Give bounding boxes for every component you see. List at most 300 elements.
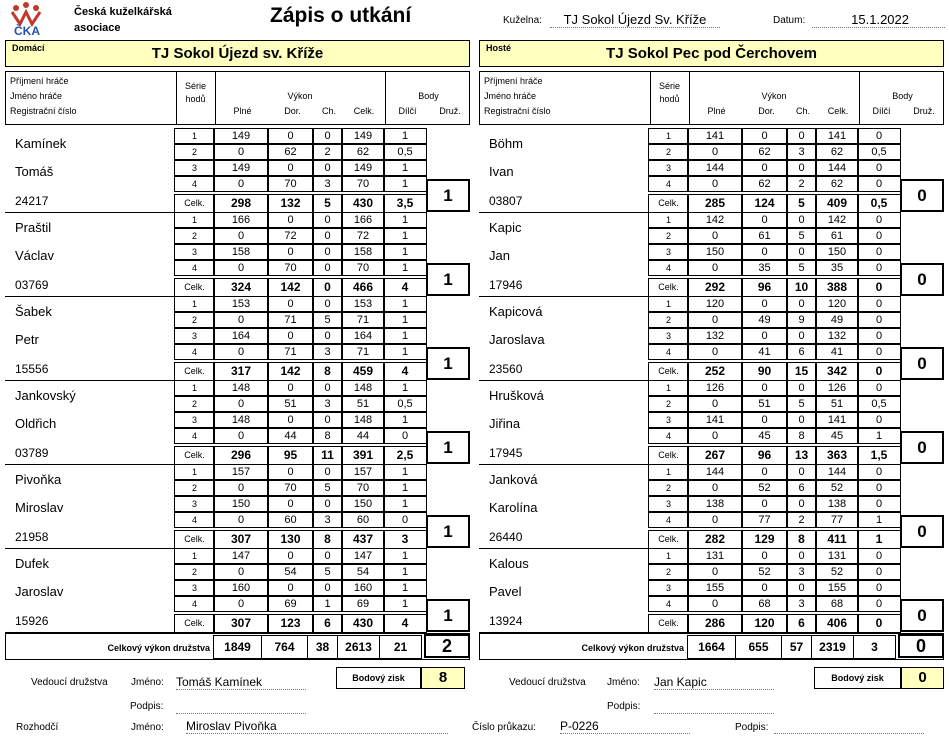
home-col-total: Celk.	[353, 106, 375, 116]
away-total-cell: Celk.	[648, 446, 689, 465]
away-team-section	[479, 40, 944, 670]
home-player-surname: Šabek	[15, 304, 52, 319]
home-col-points: Body	[418, 91, 439, 101]
away-series-cell: 144	[687, 160, 743, 176]
home-series-cell: 158	[213, 244, 269, 260]
home-series-cell: 157	[341, 464, 385, 480]
away-total-cell: Celk.	[648, 530, 689, 549]
away-series-cell: 1	[648, 296, 689, 312]
home-name-label: Jméno:	[131, 677, 164, 688]
away-series-cell: 0	[687, 512, 743, 528]
away-series-cell: 0	[857, 580, 901, 596]
away-series-cell: 0	[741, 160, 788, 176]
away-series-cell: 2	[648, 312, 689, 328]
home-total-cell: 95	[267, 446, 314, 465]
home-series-cell: 164	[213, 328, 269, 344]
away-series-cell: 49	[815, 312, 859, 328]
away-series-cell: 0,5	[857, 144, 901, 160]
away-series-cell: 144	[815, 464, 859, 480]
home-col-part: Dílčí	[398, 106, 417, 116]
away-series-cell: 150	[815, 244, 859, 260]
away-series-cell: 2	[648, 480, 689, 496]
away-summary-team-points: 0	[898, 634, 944, 658]
away-col-team: Druž.	[913, 106, 935, 116]
away-series-cell: 4	[648, 344, 689, 360]
away-player-regnum: 23560	[489, 362, 523, 376]
home-series-cell: 148	[213, 380, 269, 396]
home-series-cell: 44	[341, 428, 385, 444]
home-series-cell: 71	[341, 312, 385, 328]
away-team-points: 0	[900, 515, 944, 548]
home-series-cell: 0	[312, 412, 343, 428]
home-total-cell: 430	[341, 614, 385, 633]
home-team-points: 1	[426, 515, 470, 548]
home-series-cell: 54	[341, 564, 385, 580]
home-series-cell: 0,5	[383, 396, 427, 412]
home-series-cell: 1	[383, 344, 427, 360]
away-player-regnum: 03807	[489, 194, 523, 208]
away-series-cell: 9	[786, 312, 817, 328]
away-series-cell: 155	[687, 580, 743, 596]
away-total-cell: 120	[741, 614, 788, 633]
away-total-cell: 96	[741, 446, 788, 465]
home-series-cell: 1	[383, 412, 427, 428]
home-series-cell: 147	[213, 548, 269, 564]
home-series-cell: 1	[383, 328, 427, 344]
home-score: 8	[421, 667, 465, 689]
away-series-cell: 0	[857, 244, 901, 260]
home-series-cell: 0	[213, 176, 269, 192]
away-series-cell: 3	[786, 564, 817, 580]
away-series-cell: 0	[857, 128, 901, 144]
date-value: 15.1.2022	[812, 12, 945, 28]
home-series-cell: 0	[267, 212, 314, 228]
away-series-cell: 0	[786, 128, 817, 144]
away-summary-clear: 655	[735, 635, 782, 659]
away-series-cell: 6	[786, 480, 817, 496]
home-series-cell: 2	[174, 228, 215, 244]
home-score-label: Bodový zisk	[336, 667, 421, 689]
away-col-points: Body	[892, 91, 913, 101]
away-series-cell: 49	[741, 312, 788, 328]
home-series-cell: 5	[312, 564, 343, 580]
away-series-cell: 52	[815, 564, 859, 580]
home-series-cell: 69	[341, 596, 385, 612]
away-series-cell: 0	[857, 176, 901, 192]
away-player-regnum: 17945	[489, 446, 523, 460]
home-series-cell: 1	[383, 480, 427, 496]
home-series-cell: 148	[341, 380, 385, 396]
home-total-cell: 298	[213, 194, 269, 213]
home-summary-row	[5, 633, 470, 663]
home-player-1	[5, 129, 470, 213]
away-player-surname: Hrušková	[489, 388, 544, 403]
home-series-cell: 70	[341, 260, 385, 276]
away-series-cell: 61	[741, 228, 788, 244]
home-series-cell: 1	[383, 596, 427, 612]
away-total-cell: 0	[857, 362, 901, 381]
away-player-firstname: Jiřina	[489, 416, 521, 431]
away-series-cell: 0	[786, 212, 817, 228]
away-series-cell: 3	[648, 496, 689, 512]
away-col-series2: hodů	[659, 94, 680, 104]
away-series-cell: 150	[687, 244, 743, 260]
home-series-cell: 1	[383, 228, 427, 244]
away-player-regnum: 13924	[489, 614, 523, 628]
home-series-cell: 4	[174, 596, 215, 612]
home-series-cell: 0	[267, 412, 314, 428]
page-title: Zápis o utkání	[270, 4, 412, 27]
away-series-cell: 5	[786, 396, 817, 412]
away-series-cell: 68	[815, 596, 859, 612]
away-series-cell: 142	[687, 212, 743, 228]
home-col-full: Plné	[233, 106, 252, 116]
home-series-cell: 71	[341, 344, 385, 360]
home-series-cell: 3	[174, 244, 215, 260]
home-team-banner	[5, 40, 470, 67]
away-series-cell: 0	[857, 464, 901, 480]
home-player-regnum: 03769	[15, 278, 49, 292]
away-series-cell: 0	[857, 380, 901, 396]
home-summary-label: Celkový výkon družstva	[107, 643, 210, 653]
home-summary-full: 1849	[213, 635, 262, 659]
away-col-miss: Ch.	[795, 106, 810, 116]
away-series-cell: 6	[786, 344, 817, 360]
away-series-cell: 2	[648, 564, 689, 580]
home-series-cell: 153	[213, 296, 269, 312]
home-series-cell: 0	[312, 464, 343, 480]
home-total-cell: 437	[341, 530, 385, 549]
home-series-cell: 69	[267, 596, 314, 612]
home-total-cell: Celk.	[174, 446, 215, 465]
away-series-cell: 0	[786, 580, 817, 596]
home-series-cell: 1	[312, 596, 343, 612]
away-player-firstname: Karolína	[489, 500, 538, 515]
away-total-cell: 286	[687, 614, 743, 633]
home-series-cell: 5	[312, 480, 343, 496]
away-score: 0	[901, 667, 944, 689]
away-series-cell: 0	[741, 296, 788, 312]
home-series-cell: 0	[267, 580, 314, 596]
home-total-cell: Celk.	[174, 614, 215, 633]
home-series-cell: 70	[341, 176, 385, 192]
away-series-cell: 1	[857, 512, 901, 528]
away-team-name: TJ Sokol Pec pod Čerchovem	[606, 45, 817, 62]
home-col-surname: Příjmení hráče	[10, 76, 69, 86]
home-col-series2: hodů	[185, 94, 206, 104]
away-col-part: Dílčí	[872, 106, 891, 116]
home-series-cell: 1	[383, 244, 427, 260]
home-total-cell: Celk.	[174, 194, 215, 213]
home-series-cell: 4	[174, 512, 215, 528]
away-total-cell: 96	[741, 278, 788, 297]
away-player-surname: Kapic	[489, 220, 522, 235]
away-series-cell: 4	[648, 596, 689, 612]
away-series-cell: 68	[741, 596, 788, 612]
away-series-cell: 2	[786, 176, 817, 192]
home-total-cell: 307	[213, 614, 269, 633]
home-series-cell: 1	[383, 496, 427, 512]
home-series-cell: 0	[312, 160, 343, 176]
home-series-cell: 0	[267, 160, 314, 176]
home-team-points: 1	[426, 599, 470, 632]
home-col-series1: Série	[184, 81, 206, 91]
home-total-cell: 2,5	[383, 446, 427, 465]
away-column-header	[479, 71, 944, 125]
away-series-cell: 0	[786, 548, 817, 564]
away-col-total: Celk.	[827, 106, 849, 116]
home-series-cell: 1	[383, 176, 427, 192]
away-series-cell: 131	[687, 548, 743, 564]
home-series-cell: 1	[174, 548, 215, 564]
away-player-3	[479, 297, 944, 381]
home-series-cell: 149	[341, 160, 385, 176]
away-total-cell: 285	[687, 194, 743, 213]
away-player-1	[479, 129, 944, 213]
home-series-cell: 72	[341, 228, 385, 244]
away-series-cell: 0	[857, 564, 901, 580]
home-player-firstname: Tomáš	[15, 164, 54, 179]
home-series-cell: 160	[213, 580, 269, 596]
home-player-firstname: Václav	[15, 248, 55, 263]
away-series-cell: 3	[648, 160, 689, 176]
home-total-cell: 130	[267, 530, 314, 549]
away-series-cell: 4	[648, 428, 689, 444]
home-series-cell: 60	[267, 512, 314, 528]
home-series-cell: 1	[174, 464, 215, 480]
away-series-cell: 51	[815, 396, 859, 412]
away-player-firstname: Jaroslava	[489, 332, 545, 347]
away-series-cell: 0	[786, 160, 817, 176]
away-total-cell: 411	[815, 530, 859, 549]
home-col-team: Druž.	[439, 106, 461, 116]
away-score-label: Bodový zisk	[814, 667, 901, 689]
away-series-cell: 0	[857, 212, 901, 228]
away-col-performance: Výkon	[761, 91, 787, 101]
home-total-cell: 132	[267, 194, 314, 213]
away-series-cell: 5	[786, 260, 817, 276]
home-total-cell: 0	[312, 278, 343, 297]
home-series-cell: 0	[267, 328, 314, 344]
away-total-cell: 1,5	[857, 446, 901, 465]
home-series-cell: 158	[341, 244, 385, 260]
home-series-cell: 0	[213, 480, 269, 496]
home-series-cell: 0	[213, 144, 269, 160]
away-total-cell: 282	[687, 530, 743, 549]
home-series-cell: 1	[383, 260, 427, 276]
home-player-3	[5, 297, 470, 381]
away-series-cell: 3	[648, 328, 689, 344]
away-summary-part: 3	[853, 635, 896, 659]
home-series-cell: 70	[267, 260, 314, 276]
away-summary-label: Celkový výkon družstva	[581, 643, 684, 653]
home-col-miss: Ch.	[321, 106, 336, 116]
referee-name-label: Jméno:	[131, 722, 164, 733]
away-player-surname: Janková	[489, 472, 538, 487]
away-series-cell: 5	[786, 228, 817, 244]
away-series-cell: 0	[786, 380, 817, 396]
away-series-cell: 141	[687, 128, 743, 144]
away-leader-label: Vedoucí družstva	[509, 677, 586, 688]
away-team-label: Hosté	[486, 43, 512, 53]
home-player-surname: Pivoňka	[15, 472, 62, 487]
home-series-cell: 0	[267, 464, 314, 480]
home-series-cell: 4	[174, 176, 215, 192]
home-total-cell: Celk.	[174, 530, 215, 549]
away-team-points: 0	[900, 599, 944, 632]
home-summary-team-points: 2	[424, 634, 470, 658]
home-player-regnum: 15556	[15, 362, 49, 376]
home-team-name: TJ Sokol Újezd sv. Kříže	[151, 45, 324, 62]
away-series-cell: 62	[741, 144, 788, 160]
away-series-cell: 0	[687, 260, 743, 276]
home-team-points: 1	[426, 179, 470, 212]
home-total-cell: 11	[312, 446, 343, 465]
away-series-cell: 2	[648, 396, 689, 412]
home-series-cell: 1	[383, 128, 427, 144]
away-series-cell: 52	[741, 564, 788, 580]
away-player-2	[479, 213, 944, 297]
away-series-cell: 0	[857, 160, 901, 176]
home-series-cell: 1	[383, 296, 427, 312]
home-series-cell: 54	[267, 564, 314, 580]
away-series-cell: 0	[687, 228, 743, 244]
away-series-cell: 2	[786, 512, 817, 528]
home-total-cell: 466	[341, 278, 385, 297]
away-series-cell: 35	[741, 260, 788, 276]
home-series-cell: 51	[341, 396, 385, 412]
home-series-cell: 2	[174, 144, 215, 160]
away-total-cell: 363	[815, 446, 859, 465]
home-series-cell: 71	[267, 312, 314, 328]
away-total-cell: 252	[687, 362, 743, 381]
home-series-cell: 0	[383, 428, 427, 444]
cka-logo	[6, 2, 62, 38]
home-total-cell: Celk.	[174, 278, 215, 297]
home-series-cell: 2	[174, 480, 215, 496]
home-series-cell: 0	[213, 344, 269, 360]
away-series-cell: 1	[648, 548, 689, 564]
away-total-cell: 10	[786, 278, 817, 297]
away-series-cell: 0	[857, 296, 901, 312]
away-series-cell: 0	[741, 212, 788, 228]
home-leader-name: Tomáš Kamínek	[176, 675, 306, 690]
home-series-cell: 71	[267, 344, 314, 360]
alley-value: TJ Sokol Újezd Sv. Kříže	[550, 12, 720, 28]
away-series-cell: 0	[741, 244, 788, 260]
away-total-cell: 8	[786, 530, 817, 549]
home-series-cell: 0	[213, 428, 269, 444]
away-series-cell: 0	[786, 244, 817, 260]
away-series-cell: 4	[648, 260, 689, 276]
home-series-cell: 166	[341, 212, 385, 228]
away-series-cell: 2	[648, 228, 689, 244]
away-series-cell: 0	[687, 396, 743, 412]
home-series-cell: 4	[174, 260, 215, 276]
away-series-cell: 0	[857, 260, 901, 276]
away-series-cell: 0	[857, 228, 901, 244]
home-series-cell: 3	[174, 160, 215, 176]
home-series-cell: 0	[213, 396, 269, 412]
home-player-firstname: Oldřich	[15, 416, 57, 431]
home-series-cell: 0	[267, 548, 314, 564]
away-series-cell: 155	[815, 580, 859, 596]
home-series-cell: 1	[383, 160, 427, 176]
away-series-cell: 3	[786, 144, 817, 160]
away-total-cell: Celk.	[648, 362, 689, 381]
home-series-cell: 166	[213, 212, 269, 228]
away-player-regnum: 17946	[489, 278, 523, 292]
home-col-performance: Výkon	[287, 91, 313, 101]
away-col-firstname: Jméno hráče	[484, 91, 537, 101]
away-series-cell: 41	[815, 344, 859, 360]
home-series-cell: 0	[312, 380, 343, 396]
home-series-cell: 72	[267, 228, 314, 244]
away-series-cell: 0	[857, 548, 901, 564]
away-series-cell: 0	[741, 380, 788, 396]
home-series-cell: 1	[383, 580, 427, 596]
away-total-cell: 409	[815, 194, 859, 213]
home-series-cell: 148	[213, 412, 269, 428]
home-series-cell: 0	[267, 496, 314, 512]
away-sign-line	[654, 699, 774, 714]
home-total-cell: Celk.	[174, 362, 215, 381]
home-sign-line	[176, 699, 306, 714]
home-series-cell: 150	[341, 496, 385, 512]
away-total-cell: 406	[815, 614, 859, 633]
referee-label: Rozhodčí	[16, 722, 59, 733]
away-series-cell: 141	[815, 128, 859, 144]
home-total-cell: 324	[213, 278, 269, 297]
home-total-cell: 307	[213, 530, 269, 549]
away-series-cell: 141	[687, 412, 743, 428]
away-series-cell: 0,5	[857, 396, 901, 412]
home-series-cell: 70	[341, 480, 385, 496]
home-col-regnum: Registrační číslo	[10, 106, 77, 116]
away-series-cell: 45	[815, 428, 859, 444]
away-series-cell: 62	[815, 144, 859, 160]
logo-text: ČKA	[14, 24, 40, 38]
away-series-cell: 0	[741, 580, 788, 596]
away-series-cell: 52	[815, 480, 859, 496]
home-series-cell: 70	[267, 176, 314, 192]
away-series-cell: 0	[687, 344, 743, 360]
away-col-regnum: Registrační číslo	[484, 106, 551, 116]
away-player-surname: Böhm	[489, 136, 523, 151]
away-series-cell: 0	[687, 144, 743, 160]
home-player-surname: Dufek	[15, 556, 49, 571]
away-team-points: 0	[900, 347, 944, 380]
away-series-cell: 138	[687, 496, 743, 512]
away-summary-full: 1664	[687, 635, 736, 659]
away-series-cell: 0	[741, 328, 788, 344]
away-series-cell: 62	[741, 176, 788, 192]
away-series-cell: 45	[741, 428, 788, 444]
home-player-regnum: 03789	[15, 446, 49, 460]
date-label: Datum:	[773, 15, 806, 26]
home-total-cell: 317	[213, 362, 269, 381]
home-series-cell: 0	[267, 380, 314, 396]
home-series-cell: 3	[312, 512, 343, 528]
home-series-cell: 3	[312, 344, 343, 360]
away-series-cell: 0	[687, 564, 743, 580]
home-series-cell: 0	[267, 128, 314, 144]
away-series-cell: 141	[815, 412, 859, 428]
away-team-points: 0	[900, 179, 944, 212]
home-series-cell: 1	[174, 380, 215, 396]
home-summary-clear: 764	[261, 635, 308, 659]
away-total-cell: 13	[786, 446, 817, 465]
